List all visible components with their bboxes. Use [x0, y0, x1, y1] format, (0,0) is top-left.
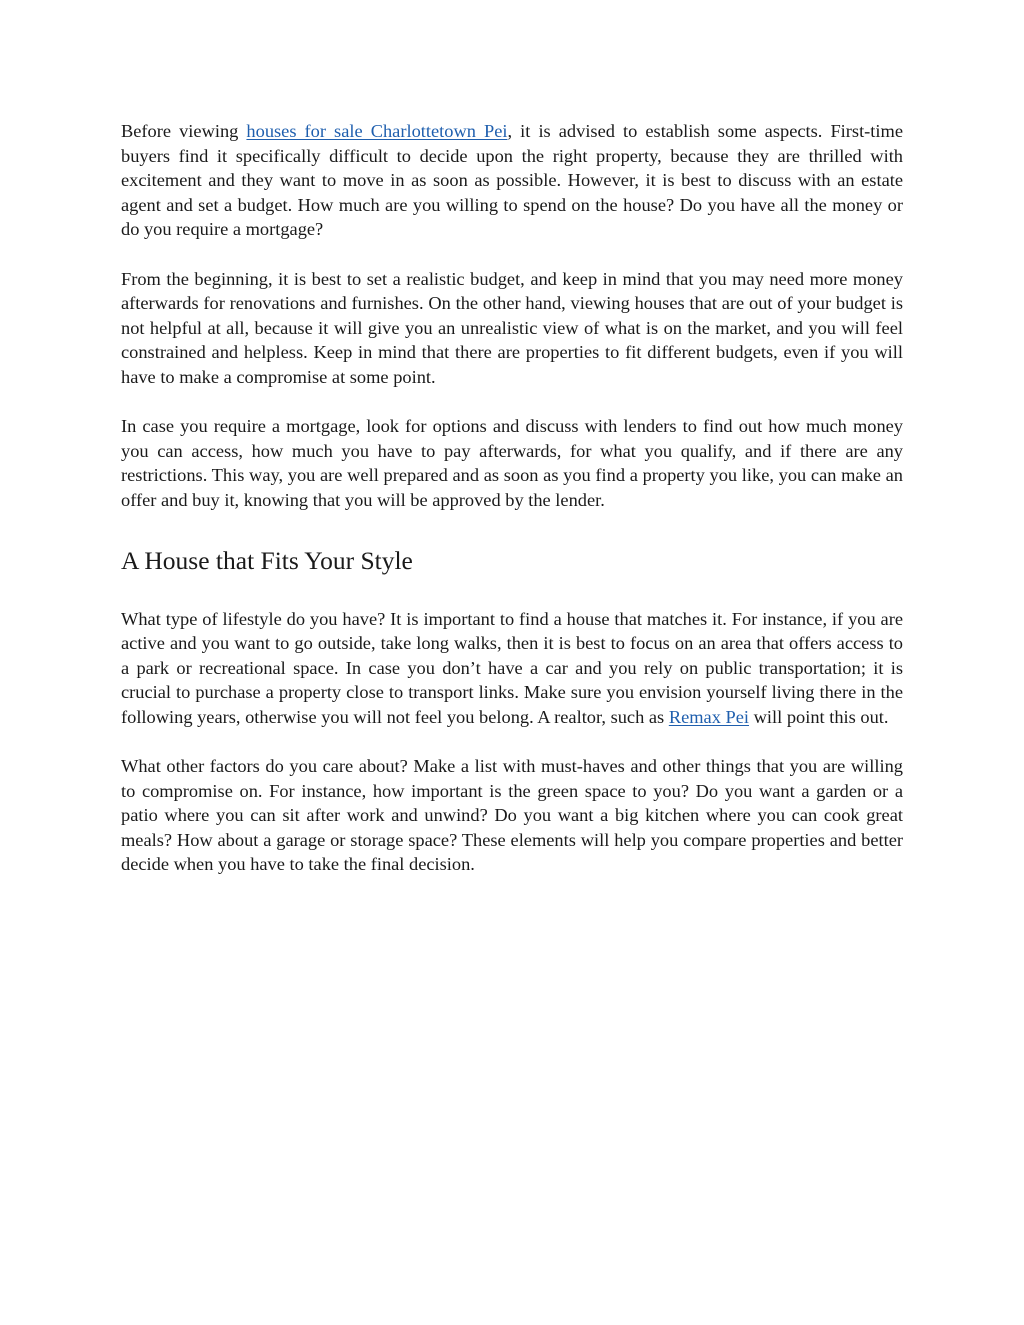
paragraph-mortgage: In case you require a mortgage, look for options and discuss with lenders to find out how much money you can access, how much you have to pay afterwards, for what you qualify, and if there are any restrictions. This way, you are well prepared and as soon as you find a property you like, you can make an offer and buy it, knowing that you will be approved by the lender.	[121, 416, 903, 510]
paragraph-lifestyle	[121, 607, 903, 730]
paragraph-budget: From the beginning, it is best to set a realistic budget, and keep in mind that you may need more money afterwards for renovations and furnishes. On the other hand, viewing houses that are out of your budget is not helpful at all, because it will give you an unrealistic view of what is on the market, and you will feel constrained and helpless. Keep in mind that there are properties to fit different budgets, even if you will have to make a compromise at some point.	[121, 268, 903, 387]
section-heading: A House that Fits Your Style	[121, 545, 413, 575]
link-remax-pei[interactable]: Remax Pei	[668, 706, 750, 727]
paragraph-intro-text-before: Before viewing	[121, 121, 247, 141]
paragraph-intro-text-after: , it is advised to establish some aspects. First-time buyers find it specifically difficult to decide upon the right property, because they are thrilled with excitement and they want to move in as soon as possible. However, it is best to discuss with an estate agent and set a budget. How much are you willing to spend on the house? Do you have all the money or do you require a mortgage?	[121, 121, 903, 240]
link-houses-for-sale[interactable]: houses for sale Charlottetown Pei	[246, 121, 508, 141]
paragraph-intro	[121, 119, 903, 242]
document-page	[121, 119, 903, 877]
paragraph-lifestyle-text-before: What type of lifestyle do you have? It is important to find a house that matches it. For instance, if you are active and you want to go outside, take long walks, then it is best to focus on an area that offers access to a park or recreational space. In case you don’t have a car and you rely on public transportation; it is crucial to purchase a property close to transport links. Make sure you envision yourself living there in the following years, otherwise you will not feel you belong. A realtor, such as	[121, 608, 903, 727]
paragraph-lifestyle-text-after: will point this out.	[749, 706, 889, 727]
paragraph-factors: What other factors do you care about? Make a list with must-haves and other things that you are willing to compromise on. For instance, how important is the green space to you? Do you want a garden or a patio where you can sit after work and unwind? Do you want a big kitchen where you can cook great meals? How about a garage or storage space? These elements will help you compare properties and better decide when you have to take the final decision.	[121, 756, 903, 875]
